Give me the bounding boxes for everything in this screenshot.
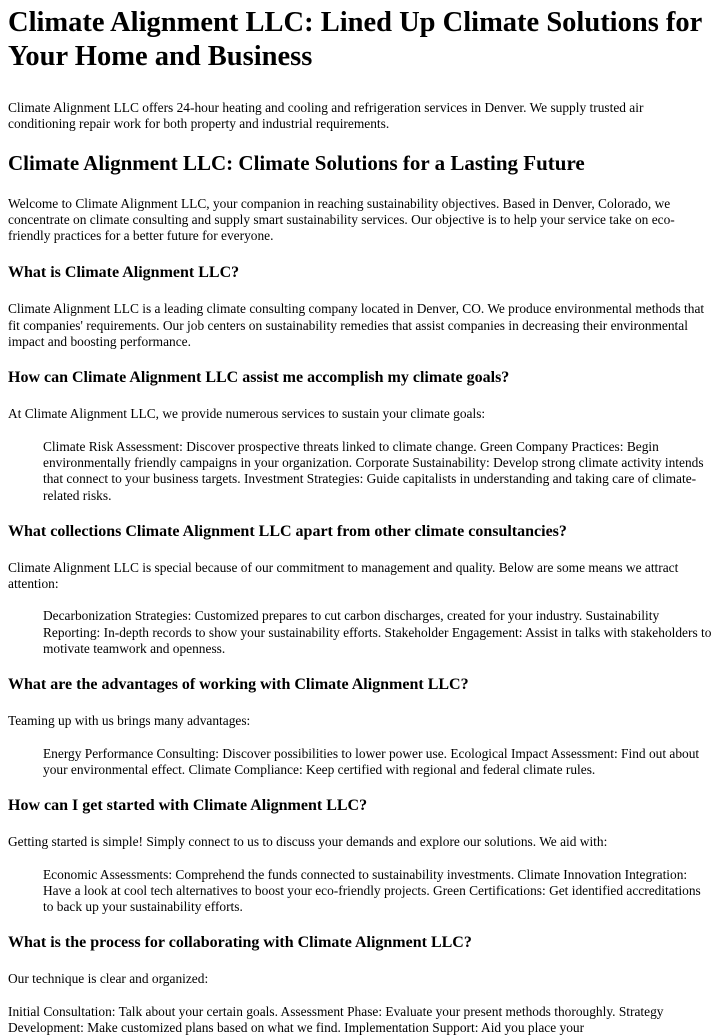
faq-answer-3: Climate Alignment LLC is special because of our commitment to management and quality. Below are some means we attract attention: [8,559,679,592]
intro-paragraph: Climate Alignment LLC offers 24-hour heating and cooling and refrigeration services in Denver. We supply trusted air conditioning repair work for both property and industrial requirements. [8,100,644,132]
faq-answer-4: Teaming up with us brings many advantages: [8,713,251,729]
welcome-paragraph: Welcome to Climate Alignment LLC, your companion in reaching sustainability objectives. Based in Denver, Colorado, we concentrate on climate consulting and supply smart sustainability services. Our objective is to help your service take on eco-friendly practices for a better future for everyone. [8,195,675,244]
faq-answer-5: Getting started is simple! Simply connect to us to discuss your demands and explore our solutions. We aid with: [8,834,608,850]
faq-question-4: What are the advantages of working with Climate Alignment LLC? [8,676,469,694]
faq-question-1: What is Climate Alignment LLC? [8,264,240,282]
faq-list-3: Decarbonization Strategies: Customized prepares to cut carbon discharges, created for your industry. Sustainability Reporting: In-depth records to show your sustainability efforts. Stakeholder Engagement: Assist in talks with stakeholders to motivate teamwork and openness. [43,608,712,657]
faq-question-6: What is the process for collaborating with Climate Alignment LLC? [8,934,472,952]
section-heading: Climate Alignment LLC: Climate Solutions for a Lasting Future [8,150,585,175]
faq-question-2: How can Climate Alignment LLC assist me accomplish my climate goals? [8,369,510,387]
faq-list-2: Climate Risk Assessment: Discover prospective threats linked to climate change. Green Company Practices: Begin environmentally friendly campaigns in your organization. Corporate Sustainability: Develop strong climate activity intends that connect to your business targets. Investment Strategies: Guide capitalists in understanding and taking care of climate-related risks. [43,438,704,503]
faq-list-5: Economic Assessments: Comprehend the funds connected to sustainability investments. Climate Innovation Integration: Have a look at cool tech alternatives to boost your eco-friendly projects. Green Certifications: Get identified accreditations to back up your sustainability efforts. [43,866,701,915]
faq-question-5: How can I get started with Climate Alignment LLC? [8,797,368,815]
faq-question-3: What collections Climate Alignment LLC apart from other climate consultancies? [8,522,567,540]
faq-list-4: Energy Performance Consulting: Discover possibilities to lower power use. Ecological Impact Assessment: Find out about your environmental effect. Climate Compliance: Keep certified with regional and federal climate rules. [43,745,700,777]
article [8,0,714,1036]
faq-extra-6: Initial Consultation: Talk about your certain goals. Assessment Phase: Evaluate your present methods thoroughly. Strategy Development: Make customized plans based on what we find. Implementation Support: Aid you place your [8,1003,664,1036]
page-title: Climate Alignment LLC: Lined Up Climate Solutions for Your Home and Business [8,7,702,72]
faq-answer-2: At Climate Alignment LLC, we provide numerous services to sustain your climate goals: [8,406,486,422]
faq-answer-1: Climate Alignment LLC is a leading climate consulting company located in Denver, CO. We produce environmental methods that fit companies' requirements. Our job centers on sustainability remedies that assist companies in decreasing their environmental impact and boosting performance. [8,301,705,350]
faq-answer-6: Our technique is clear and organized: [8,971,209,987]
